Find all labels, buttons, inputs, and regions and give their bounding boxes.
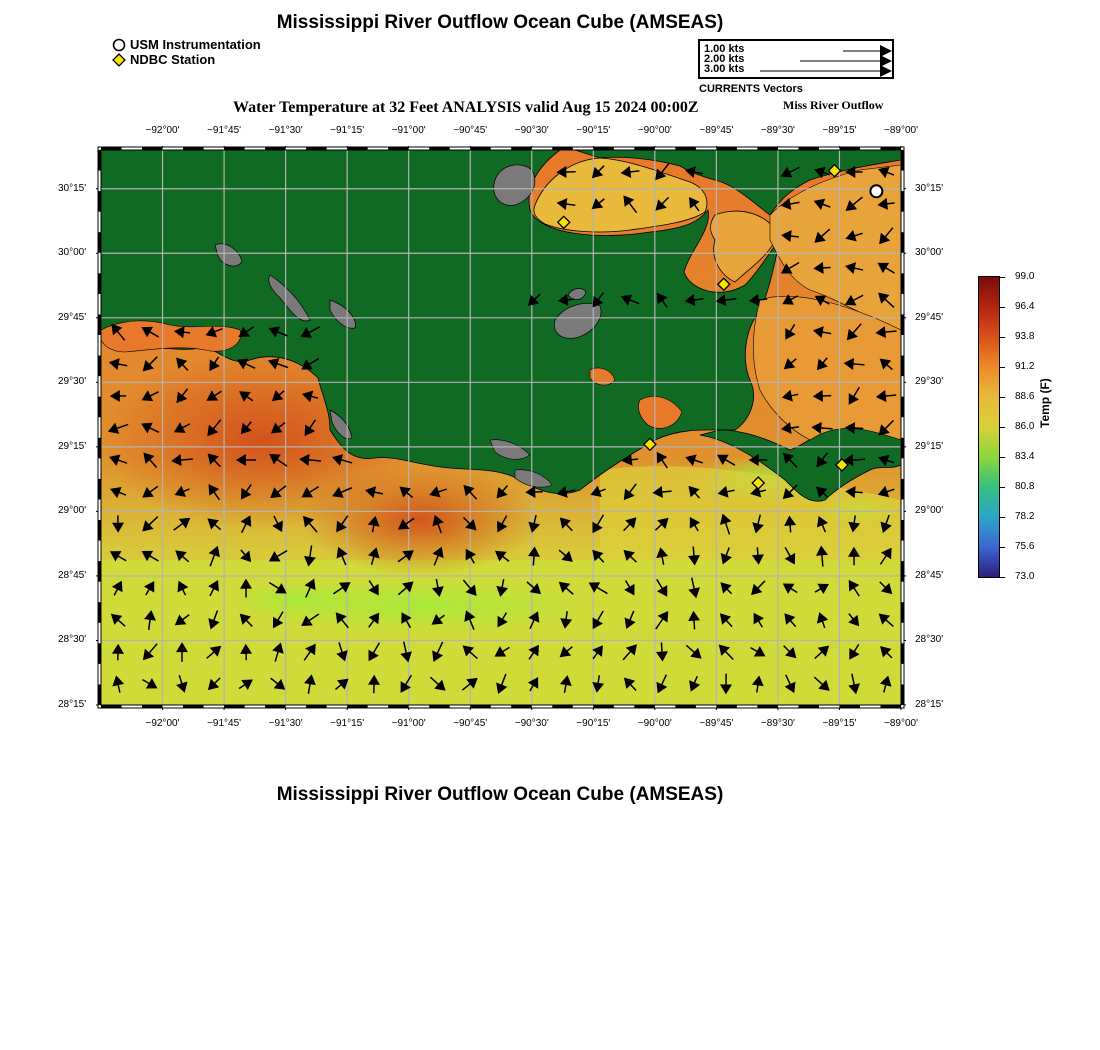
lat-tick-label: 28°15' — [915, 699, 944, 710]
lat-tick-label: 28°30' — [915, 634, 944, 646]
overlay-label: Miss River Outflow — [783, 98, 884, 112]
white-circle-icon — [112, 38, 126, 52]
lat-tick-label: 30°00' — [915, 247, 944, 259]
lon-tick-label: −89°30' — [760, 125, 795, 136]
colorbar-tick-mark — [1000, 487, 1005, 488]
vector-key-3kt: 3.00 kts — [704, 63, 745, 75]
lon-tick-label: −92°00' — [145, 125, 180, 136]
legend-ndbc — [112, 52, 261, 67]
colorbar-tick-label: 73.0 — [1015, 571, 1035, 582]
lon-tick-label: −89°00' — [884, 718, 918, 729]
colorbar-tick-mark — [1000, 277, 1005, 278]
lon-tick-label: −90°15' — [576, 718, 611, 729]
colorbar-tick-label: 80.8 — [1015, 481, 1035, 492]
colorbar-tick-mark — [1000, 427, 1005, 428]
lat-tick-label: 28°45' — [915, 569, 944, 581]
lon-tick-label: −89°45' — [699, 125, 734, 136]
lon-tick-label: −89°00' — [884, 125, 918, 136]
legend-usm-label: USM Instrumentation — [130, 37, 261, 52]
colorbar-tick-label: 75.6 — [1015, 541, 1035, 552]
yellow-diamond-icon — [112, 53, 126, 67]
colorbar-tick-label: 78.2 — [1015, 511, 1035, 522]
colorbar-tick-mark — [1000, 307, 1005, 308]
vector-key-2kt: 2.00 kts — [704, 53, 745, 65]
lat-tick-label: 29°00' — [915, 505, 944, 517]
lon-tick-label: −91°15' — [330, 125, 365, 136]
colorbar-tick-label: 83.4 — [1015, 451, 1035, 462]
temperature-map — [96, 146, 906, 710]
colorbar-tick-mark — [1000, 367, 1005, 368]
legend-usm — [112, 37, 261, 52]
lat-tick-label: 30°00' — [58, 247, 87, 259]
colorbar-tick-mark — [1000, 577, 1005, 578]
colorbar-tick-label: 93.8 — [1015, 331, 1035, 342]
lat-tick-label: 29°15' — [915, 440, 944, 452]
usm-instrument-marker[interactable] — [870, 185, 882, 197]
lat-tick-label: 30°15' — [58, 182, 87, 194]
lon-tick-label: −89°15' — [822, 125, 857, 136]
lat-tick-label: 28°45' — [58, 569, 87, 581]
footer-title: Mississippi River Outflow Ocean Cube (AMSEAS) — [276, 784, 724, 805]
lon-tick-label: −90°00' — [637, 718, 672, 729]
lon-tick-label: −90°15' — [576, 125, 611, 136]
vector-key-caption: CURRENTS Vectors — [699, 83, 803, 95]
colorbar-tick-mark — [1000, 517, 1005, 518]
lat-tick-label: 29°45' — [915, 311, 944, 323]
lon-tick-label: −89°45' — [699, 718, 734, 729]
lon-tick-label: −89°30' — [760, 718, 795, 729]
colorbar-tick-label: 99.0 — [1015, 271, 1035, 282]
colorbar-tick-mark — [1000, 457, 1005, 458]
colorbar-tick-label: 91.2 — [1015, 361, 1035, 372]
colorbar-tick-label: 86.0 — [1015, 421, 1035, 432]
lat-tick-label: 29°30' — [915, 376, 944, 388]
lat-tick-label: 29°15' — [58, 440, 87, 452]
colorbar-tick-mark — [1000, 547, 1005, 548]
lon-tick-label: −91°45' — [207, 125, 242, 136]
map-title: Water Temperature at 32 Feet ANALYSIS valid Aug 15 2024 00:00Z — [233, 99, 699, 116]
lon-tick-label: −90°30' — [514, 718, 549, 729]
lon-tick-label: −90°30' — [514, 125, 549, 136]
page-title: Mississippi River Outflow Ocean Cube (AMSEAS) — [276, 12, 724, 33]
colorbar-tick-label: 96.4 — [1015, 301, 1035, 312]
lat-tick-label: 29°00' — [58, 505, 87, 517]
lon-tick-label: −89°15' — [822, 718, 857, 729]
lat-tick-label: 28°15' — [58, 699, 87, 710]
lon-tick-label: −90°45' — [453, 125, 488, 136]
colorbar-label: Temp (F) — [1038, 378, 1052, 428]
temperature-colorbar — [978, 276, 1000, 578]
lat-tick-label: 30°15' — [915, 182, 944, 194]
symbol-legend — [112, 37, 261, 67]
lat-tick-label: 29°30' — [58, 376, 87, 388]
lat-tick-label: 28°30' — [58, 634, 87, 646]
lon-tick-label: −91°00' — [391, 718, 426, 729]
lon-tick-label: −91°30' — [268, 125, 303, 136]
lon-tick-label: −90°45' — [453, 718, 488, 729]
colorbar-tick-mark — [1000, 397, 1005, 398]
lat-tick-label: 29°45' — [58, 311, 87, 323]
lon-tick-label: −91°45' — [207, 718, 242, 729]
vector-key — [698, 39, 894, 79]
legend-ndbc-label: NDBC Station — [130, 52, 216, 67]
lon-tick-label: −91°00' — [391, 125, 426, 136]
lon-tick-label: −91°30' — [268, 718, 303, 729]
colorbar-tick-label: 88.6 — [1015, 391, 1035, 402]
lon-tick-label: −92°00' — [145, 718, 180, 729]
colorbar-tick-mark — [1000, 337, 1005, 338]
vector-key-1kt: 1.00 kts — [704, 43, 745, 55]
lon-tick-label: −91°15' — [330, 718, 365, 729]
lon-tick-label: −90°00' — [637, 125, 672, 136]
